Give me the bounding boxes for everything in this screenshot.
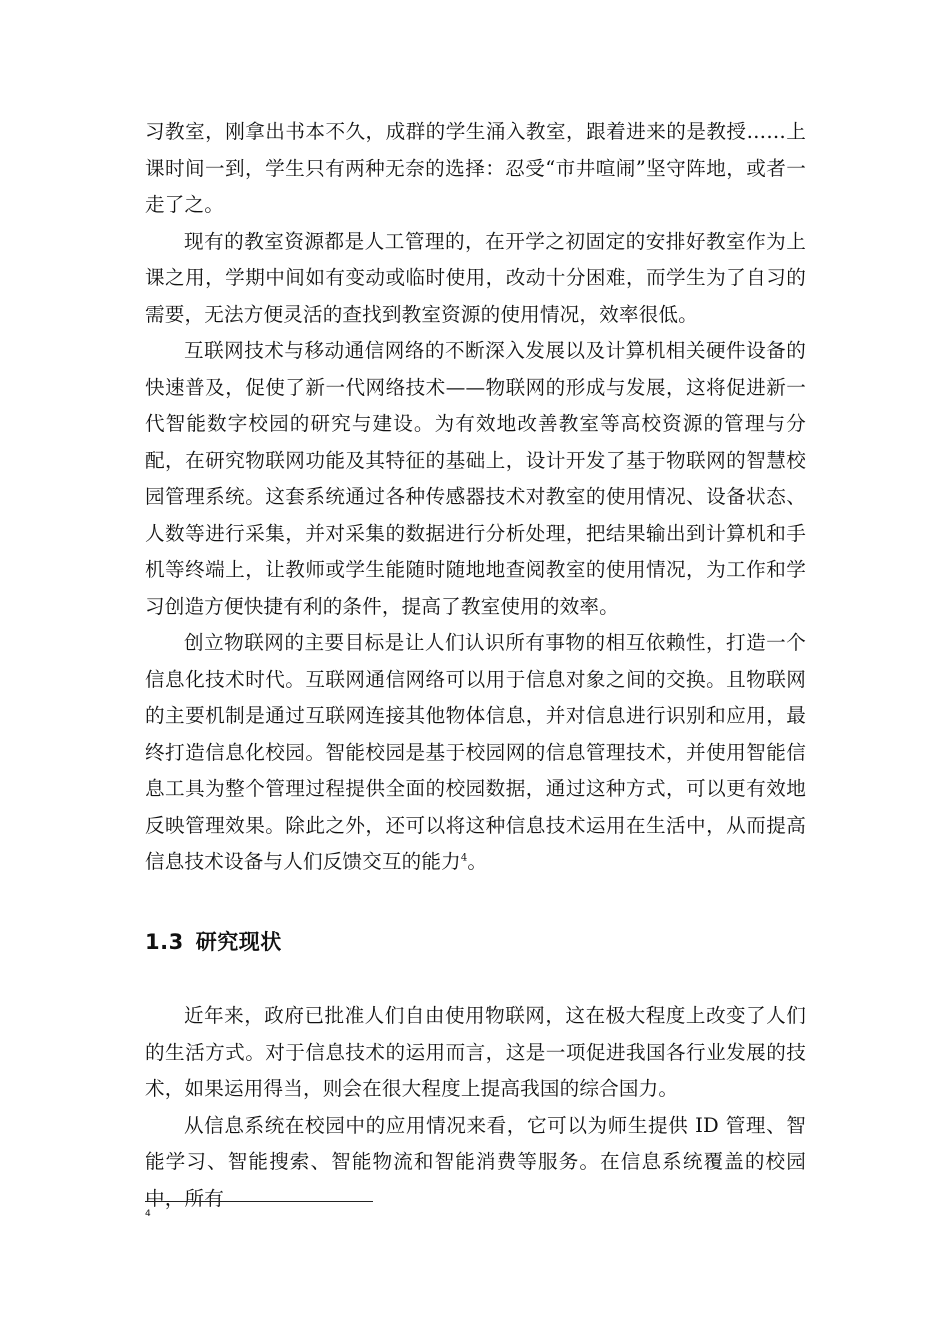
footnote-mark: 4 xyxy=(145,1209,151,1219)
paragraph-tail: 。 xyxy=(467,850,488,873)
footnote-reference[interactable]: 4 xyxy=(460,852,468,864)
paragraph-continued: 习教室，刚拿出书本不久，成群的学生涌入教室，跟着进来的是教授……上课时间一到，学生只有两种无奈的选择：忍受“市井喧闹”坚守阵地，或者一走了之。 xyxy=(145,120,806,216)
section-number: 1.3 xyxy=(145,930,184,954)
paragraph xyxy=(145,625,806,881)
paragraph: 近年来，政府已批准人们自由使用物联网，这在极大程度上改变了人们的生活方式。对于信息技术的运用而言，这是一项促进我国各行业发展的技术，如果运用得当，则会在很大程度上提高我国的综合国力。 xyxy=(145,1004,806,1100)
section-title: 研究现状 xyxy=(195,930,282,954)
paragraph: 从信息系统在校园中的应用情况来看，它可以为师生提供 ID 管理、智能学习、智能搜索、智能物流和智能消费等服务。在信息系统覆盖的校园中，所有 xyxy=(145,1113,806,1210)
body-text-bottom xyxy=(145,998,806,1217)
section-heading xyxy=(145,924,282,960)
paragraph: 现有的教室资源都是人工管理的，在开学之初固定的安排好教室作为上课之用，学期中间如有变动或临时使用，改动十分困难，而学生为了自习的需要，无法方便灵活的查找到教室资源的使用情况，效率很低。 xyxy=(145,229,806,326)
paragraph: 互联网技术与移动通信网络的不断深入发展以及计算机相关硬件设备的快速普及，促使了新一代网络技术——物联网的形成与发展，这将促进新一代智能数字校园的研究与建设。为有效地改善教室等高校资源的管理与分配，在研究物联网功能及其特征的基础上，设计开发了基于物联网的智慧校园管理系统。这套系统通过各种传感器技术对教室的使用情况、设备状态、人数等进行采集，并对采集的数据进行分析处理，把结果输出到计算机和手机等终端上，让教师或学生能随时随地地查阅教室的使用情况，为工作和学习创造方便快捷有利的条件，提高了教室使用的效率。 xyxy=(145,339,806,618)
paragraph-text: 创立物联网的主要目标是让人们认识所有事物的相互依赖性，打造一个信息化技术时代。互联网通信网络可以用于信息对象之间的交换。且物联网的主要机制是通过互联网连接其他物体信息，并对信息进行识别和应用，最终打造信息化校园。智能校园是基于校园网的信息管理技术，并使用智能信息工具为整个管理过程提供全面的校园数据，通过这种方式，可以更有效地反映管理效果。除此之外，还可以将这种信息技术运用在生活中，从而提高信息技术设备与人们反馈交互的能力 xyxy=(145,631,806,873)
footnote-separator xyxy=(145,1201,373,1202)
body-text-top xyxy=(145,114,806,881)
